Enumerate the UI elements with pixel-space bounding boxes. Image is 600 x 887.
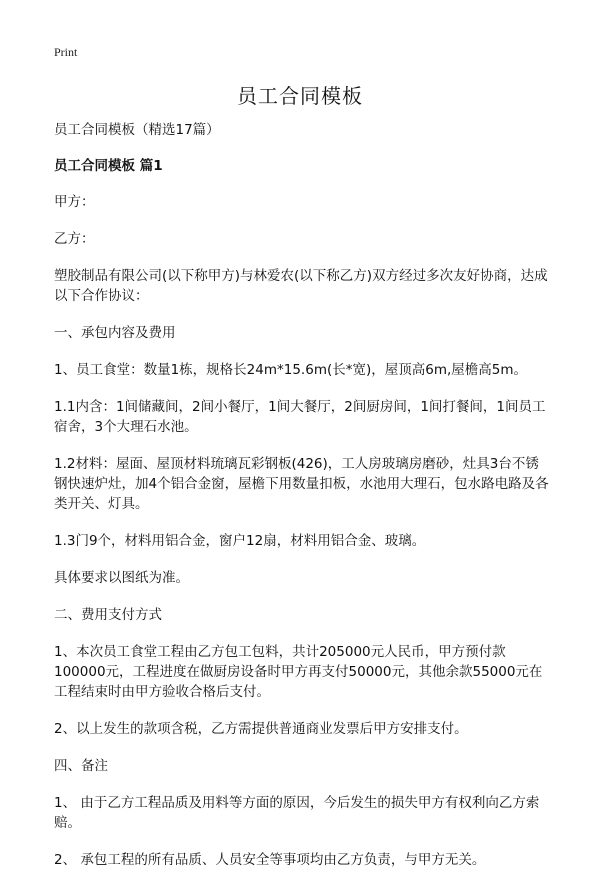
paragraph-party-a: 甲方：: [54, 194, 95, 210]
paragraph-note-1: 1、 由于乙方工程品质及用料等方面的原因，今后发生的损失甲方有权利向乙方索赔。: [54, 795, 540, 831]
paragraph-rooms: 1.1内含：1间储藏间，2间小餐厅，1间大餐厅，2间厨房间，1间打餐间，1间员工宿舍，3个大理石水池。: [54, 399, 546, 435]
paragraph-canteen: 1、员工食堂：数量1栋，规格长24m*15.6m(长*宽)，屋顶高6m,屋檐高5m。: [54, 362, 528, 378]
paragraph-tax: 2、以上发生的款项含税，乙方需提供普通商业发票后甲方安排支付。: [54, 721, 468, 737]
paragraph-drawings: 具体要求以图纸为准。: [54, 570, 189, 586]
document-subtitle: 员工合同模板（精选17篇）: [54, 122, 220, 138]
paragraph-party-b: 乙方：: [54, 231, 95, 247]
paragraph-materials: 1.2材料：屋面、屋顶材料琉璃瓦彩钢板(426)，工人房玻璃房磨砂，灶具3台不锈钢快速炉灶，加4个铝合金窗，屋檐下用数量扣板，水池用大理石，包水路电路及各类开关、灯具。: [54, 456, 549, 512]
heading-contract-content: 一、承包内容及费用: [54, 325, 176, 341]
paragraph-payment-terms: 1、本次员工食堂工程由乙方包工包料，共计205000元人民币，甲方预付款100000元，工程进度在做厨房设备时甲方再支付50000元，其他余款55000元在工程结束时由甲方验收合格后支付。: [54, 644, 543, 700]
paragraph-intro: 塑胶制品有限公司(以下称甲方)与林爱农(以下称乙方)双方经过多次友好协商，达成以下合作协议：: [54, 268, 548, 304]
page-title: 员工合同模板: [237, 84, 363, 108]
heading-payment: 二、费用支付方式: [54, 607, 162, 623]
paragraph-doors-windows: 1.3门9个，材料用铝合金，窗户12扇，材料用铝合金、玻璃。: [54, 533, 426, 549]
document-body: [54, 120, 550, 887]
paragraph-note-2: 2、 承包工程的所有品质、人员安全等事项均由乙方负责，与甲方无关。: [54, 852, 486, 868]
section-heading: 员工合同模板 篇1: [54, 158, 163, 174]
heading-notes: 四、备注: [54, 758, 108, 774]
print-link[interactable]: Print: [54, 45, 78, 59]
